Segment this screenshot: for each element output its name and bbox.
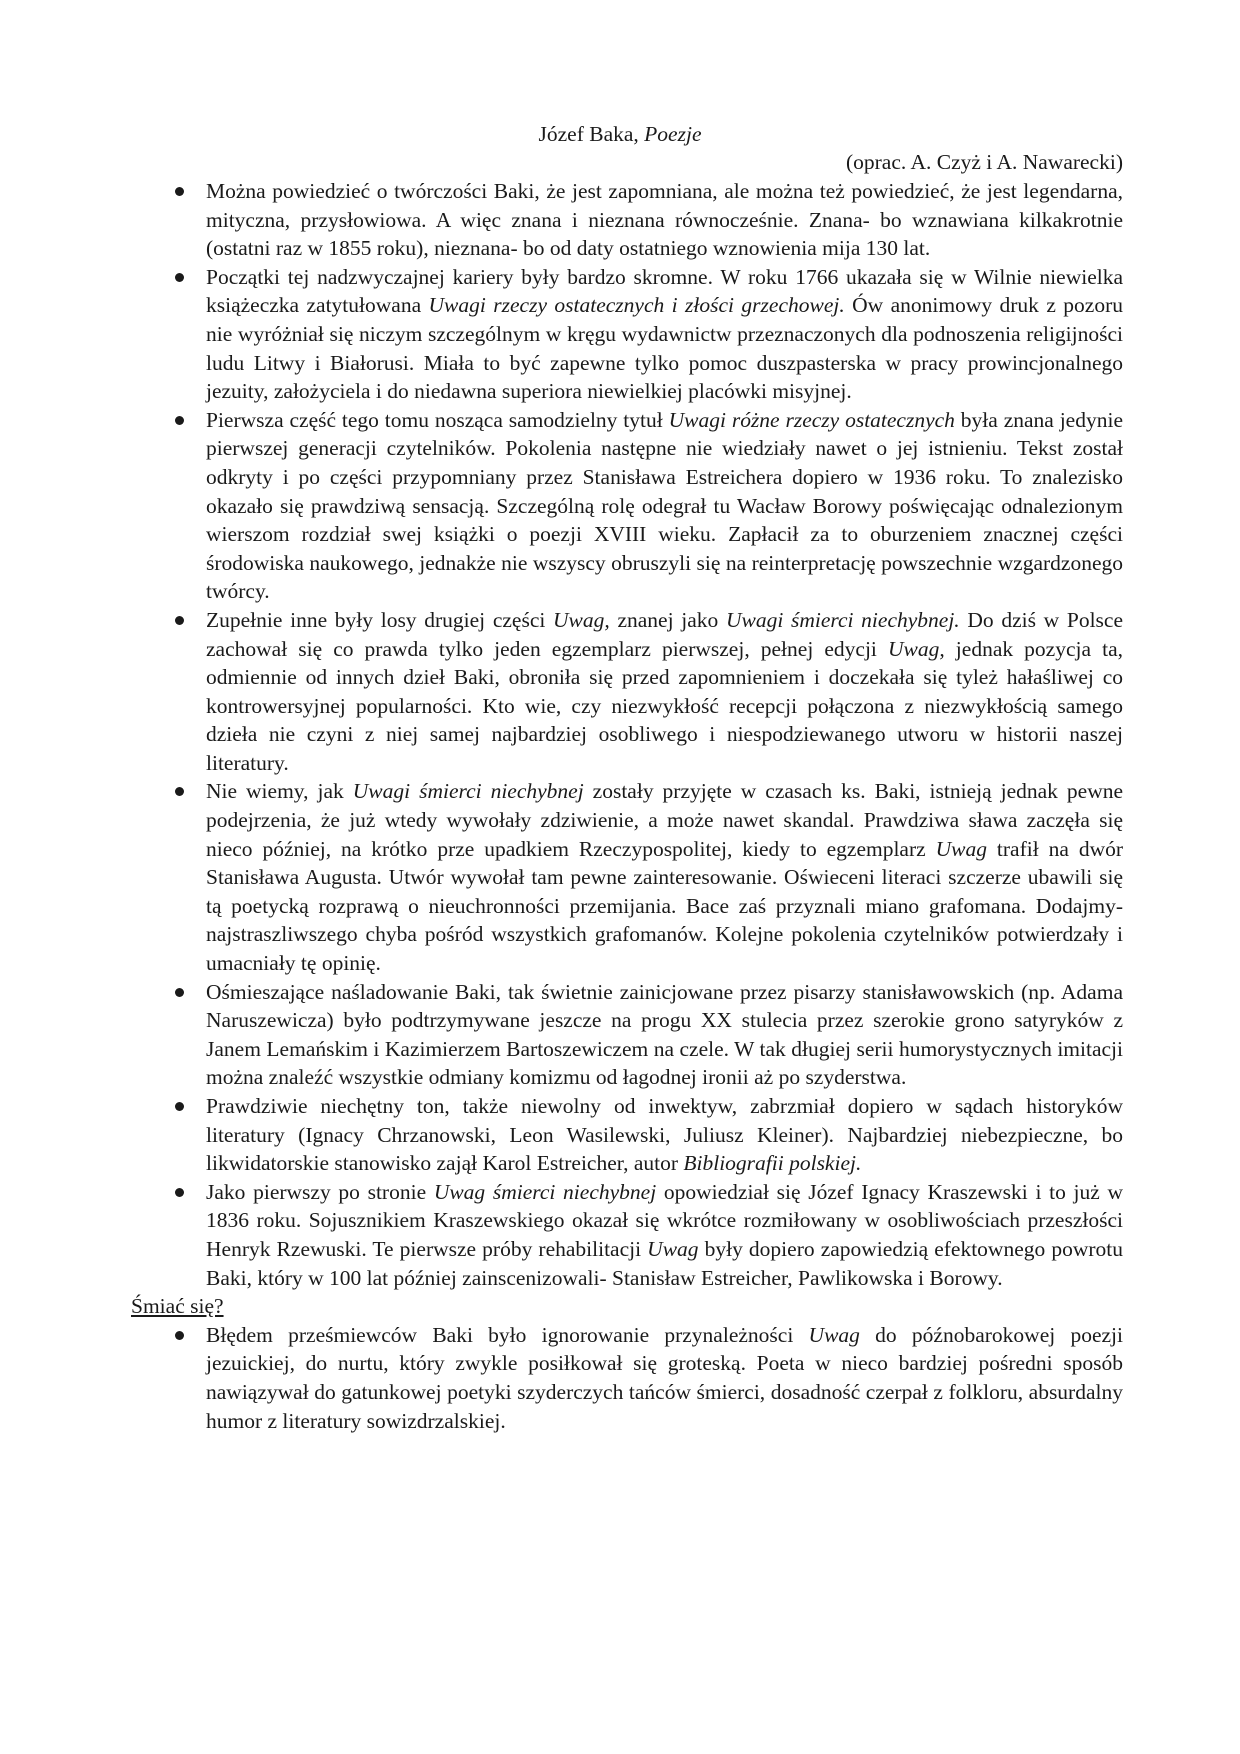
text: trafił na dwór Stanisława Augusta. Utwór wywołał tam pewne zainteresowanie. Oświeceni literaci szczerze ubawili się tą poetycką rozprawą o nieuchronności przemijania. Bace zaś przyznali miano grafomana. Dodajmy- najstraszliwszego chyba pośród wszystkich grafomanów. Kolejne pokolenia czytelników potwierdzały i umacniały tę opinię. bbox=[206, 836, 1124, 976]
italic-title: Uwagi śmierci niechybnej bbox=[352, 779, 584, 804]
text: do późnobarokowej poezji jezuickiej, do nurtu, który zwykle posiłkował się groteską. Poeta w nieco bardziej pośredni sposób nawiązywał do gatunkowej poetyki szyderczych tańców śmierci, dosadność czerpał z folkloru, absurdalny humor z literatury sowizdrzalskiej. bbox=[206, 1322, 1123, 1433]
text: zostały przyjęte w czasach ks. Baki, istnieją jednak pewne podejrzenia, że już wtedy wywołały zdziwienie, a może nawet skandal. Prawdziwa sława zaczęła się nieco później, na krótko prze upadkiem Rzeczypospolitej, kiedy to egzemplarz bbox=[206, 779, 1124, 861]
text: Do dziś w Polsce zachował się co prawda tylko jeden egzemplarz pierwszej, pełnej edycji bbox=[206, 607, 1123, 661]
text: była znana jedynie pierwszej generacji czytelników. Pokolenia następne nie wiedziały nawet o jej istnieniu. Tekst został odkryty i po części przypomniany przez Stanisława Estreichera dopiero w 1936 roku. To znalezisko okazało się prawdziwą sensacją. Szczególną rolę odegrał tu Wacław Borowy poświęcając odnalezionym wierszom rozdział swej książki o poezji XVIII wieku. Zapłacił za to oburzeniem znacznej części środowiska naukowego, jednakże nie wszyscy obruszyli się na reinterpretację powszechnie wzgardzonego twórcy. bbox=[206, 407, 1123, 604]
text: jednak pozycja ta, odmiennie od innych dzieł Baki, obroniła się przed zapomnieniem i doczekała się tyleż hałaśliwej co kontrowersyjnej popularności. Kto wie, czy niezwykłość recepcji połączona z niezwykłością samego dzieła nie czyni z niej samej najbardziej osobliwego i niespodziewanego utworu w historii naszej literatury. bbox=[206, 636, 1123, 775]
section-heading: Śmiać się? bbox=[131, 1294, 224, 1319]
text: były dopiero zapowiedzią efektownego powrotu Baki, który w 100 lat później zainscenizowali- Stanisław Estreicher, Pawlikowska i Borowy. bbox=[206, 1236, 1123, 1290]
italic-title: Uwag, bbox=[553, 607, 610, 632]
text: Jako pierwszy po stronie bbox=[206, 1179, 434, 1204]
editor-credit: (oprac. A. Czyż i A. Nawarecki) bbox=[845, 150, 1123, 174]
bullet-item-6 bbox=[206, 978, 1123, 1092]
text: Prawdziwie niechętny ton, także niewolny od inwektyw, zabrzmiał dopiero w sądach historyków literatury (Ignacy Chrzanowski, Leon Wasilewski, Juliusz Kleiner). Najbardziej niebezpieczne, bo likwidatorskie stanowisko zajął Karol Estreicher, autor bbox=[206, 1094, 1123, 1176]
text: Ów anonimowy druk z pozoru nie wyróżniał się niczym szczególnym w kręgu wydawnictw przeznaczonych dla podnoszenia religijności ludu Litwy i Białorusi. Miała to być zapewne tylko pomoc duszpasterska w pracy prowincjonalnego jezuity, założyciela i do niedawna superiora niewielkiej placówki misyjnej. bbox=[206, 293, 1123, 404]
italic-title: Uwag bbox=[935, 836, 987, 861]
bullet-item-8 bbox=[206, 1178, 1123, 1292]
text: znanej jako bbox=[609, 607, 726, 632]
bullet-item-3 bbox=[206, 406, 1123, 606]
text: Początki tej nadzwyczajnej kariery były bardzo skromne. W roku 1766 ukazała się w Wilnie niewielka książeczka zatytułowana bbox=[206, 264, 1123, 318]
text: Ośmieszające naśladowanie Baki, tak świetnie zainicjowane przez pisarzy stanisławowskich (np. Adama Naruszewicza) było podtrzymywane jeszcze na progu XX stulecia przez szerokie grono satyryków z Janem Lemańskim i Kazimierzem Bartoszewiczem na czele. W tak długiej serii humorystycznych imitacji można znaleźć wszystkie odmiany komizmu od łagodnej ironii aż po szyderstwa. bbox=[206, 979, 1123, 1090]
italic-title: Uwag bbox=[647, 1236, 699, 1261]
text: Zupełnie inne były losy drugiej części bbox=[206, 607, 554, 632]
bullet-item-7 bbox=[206, 1092, 1123, 1178]
document-title bbox=[0, 120, 1240, 149]
bullet-item-4 bbox=[206, 606, 1123, 778]
bullet-item-2 bbox=[206, 263, 1123, 406]
text: Błędem prześmiewców Baki było ignorowanie przynależności bbox=[206, 1322, 809, 1347]
italic-title: Uwagi śmierci niechybnej. bbox=[725, 607, 960, 632]
text: Nie wiemy, jak bbox=[206, 779, 353, 804]
italic-title: Uwag, bbox=[887, 636, 945, 661]
bullet-item-9 bbox=[206, 1321, 1123, 1435]
italic-title: Uwagi rzeczy ostatecznych i złości grzechowej. bbox=[428, 293, 845, 318]
italic-title: Uwag śmierci niechybnej bbox=[433, 1179, 657, 1204]
bullet-item-5 bbox=[206, 777, 1123, 977]
title-work: Poezje bbox=[644, 122, 702, 146]
text: opowiedział się Józef Ignacy Kraszewski i to już w 1836 roku. Sojusznikiem Kraszewskiego okazał się wkrótce rozmiłowany w osobliwościach przeszłości Henryk Rzewuski. Te pierwsze próby rehabilitacji bbox=[206, 1179, 1124, 1261]
italic-title: Uwag bbox=[808, 1322, 860, 1347]
text: Pierwsza część tego tomu nosząca samodzielny tytuł bbox=[206, 407, 669, 432]
bullet-item-1 bbox=[206, 177, 1123, 263]
bullet-list bbox=[0, 177, 1240, 1435]
title-author: Józef Baka, bbox=[538, 122, 645, 146]
italic-title: Uwagi różne rzeczy ostatecznych bbox=[668, 407, 955, 432]
text: Można powiedzieć o twórczości Baki, że jest zapomniana, ale można też powiedzieć, że jest legendarna, mityczna, przysłowiowa. A więc znana i nieznana równocześnie. Znana- bo wznawiana kilkakrotnie (ostatni raz w 1855 roku), nieznana- bo od daty ostatniego wznowienia mija 130 lat. bbox=[206, 179, 1123, 261]
italic-title: Bibliografii polskiej. bbox=[683, 1151, 862, 1176]
